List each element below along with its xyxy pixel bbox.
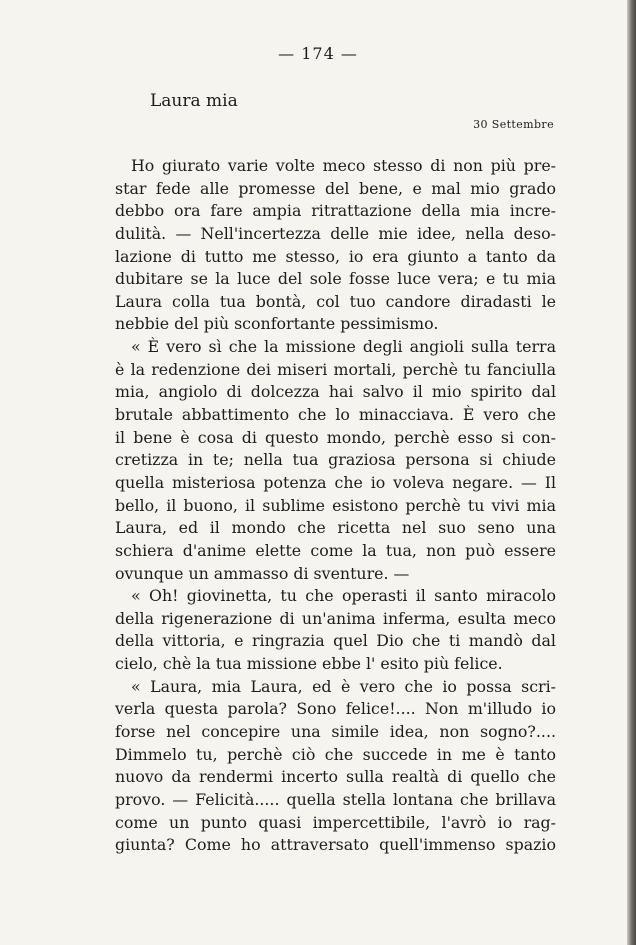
text-line: Laura, ed il mondo che ricetta nel suo seno una: [115, 518, 556, 538]
text-line: nuovo da rendermi incerto sulla realtà di quello che: [115, 767, 556, 787]
text-line: lazione di tutto me stesso, io era giunto a tanto da: [115, 246, 556, 266]
text-line: dubitare se la luce del sole fosse luce vera; e tu mia: [115, 269, 556, 289]
text-line: « Laura, mia Laura, ed è vero che io possa scri-: [131, 676, 556, 696]
text-line: « È vero sì che la missione degli angioli sulla terra: [131, 337, 556, 357]
text-line: giunta? Come ho attraversato quell'immenso spazio: [115, 835, 556, 855]
text-line: dulità. — Nell'incertezza delle mie idee, nella deso-: [115, 223, 556, 243]
text-line: star fede alle promesse del bene, e mal mio grado: [115, 178, 556, 198]
text-line: verla questa parola? Sono felice!.... Non m'illudo io: [115, 699, 556, 719]
text-line: debbo ora fare ampia ritrattazione della mia incre-: [115, 201, 556, 221]
text-line: bello, il buono, il sublime esistono perchè tu vivi mia: [115, 495, 556, 515]
text-line: brutale abbattimento che lo minacciava. È vero che: [115, 405, 556, 425]
text-line: come un punto quasi impercettibile, l'avrò io rag-: [115, 812, 556, 832]
text-line: forse nel concepire una simile idea, non sogno?....: [115, 722, 556, 742]
text-line: della vittoria, e ringrazia quel Dio che ti mandò dal: [115, 631, 556, 651]
page-edge-shadow: [627, 0, 636, 945]
letter-salutation: Laura mia: [150, 91, 238, 111]
text-line: mia, angiolo di dolcezza hai salvo il mio spirito dal: [115, 382, 556, 402]
text-line: schiera d'anime elette come la tua, non può essere: [115, 540, 556, 560]
text-line: cielo, chè la tua missione ebbe l' esito più felice.: [115, 654, 503, 674]
text-line: nebbie del più sconfortante pessimismo.: [115, 314, 439, 334]
page-number: — 174 —: [278, 44, 358, 63]
text-line: Dimmelo tu, perchè ciò che succede in me è tanto: [115, 744, 556, 764]
text-line: Ho giurato varie volte meco stesso di non più pre-: [131, 156, 556, 175]
letter-date: 30 Settembre: [473, 118, 554, 131]
text-line: provo. — Felicità..... quella stella lontana che brillava: [115, 789, 556, 809]
text-line: della rigenerazione di un'anima inferma, esulta meco: [115, 608, 556, 628]
text-line: è la redenzione dei miseri mortali, perchè tu fanciulla: [115, 359, 556, 379]
text-line: ovunque un ammasso di sventure. —: [115, 563, 410, 583]
text-line: cretizza in te; nella tua graziosa persona si chiude: [115, 450, 556, 470]
text-line: il bene è cosa di questo mondo, perchè esso si con-: [115, 427, 556, 447]
letter-body: [115, 155, 556, 857]
text-line: quella misteriosa potenza che io voleva negare. — Il: [115, 472, 556, 492]
text-line: « Oh! giovinetta, tu che operasti il santo miracolo: [131, 586, 556, 606]
text-line: Laura colla tua bontà, col tuo candore diradasti le: [115, 291, 556, 311]
